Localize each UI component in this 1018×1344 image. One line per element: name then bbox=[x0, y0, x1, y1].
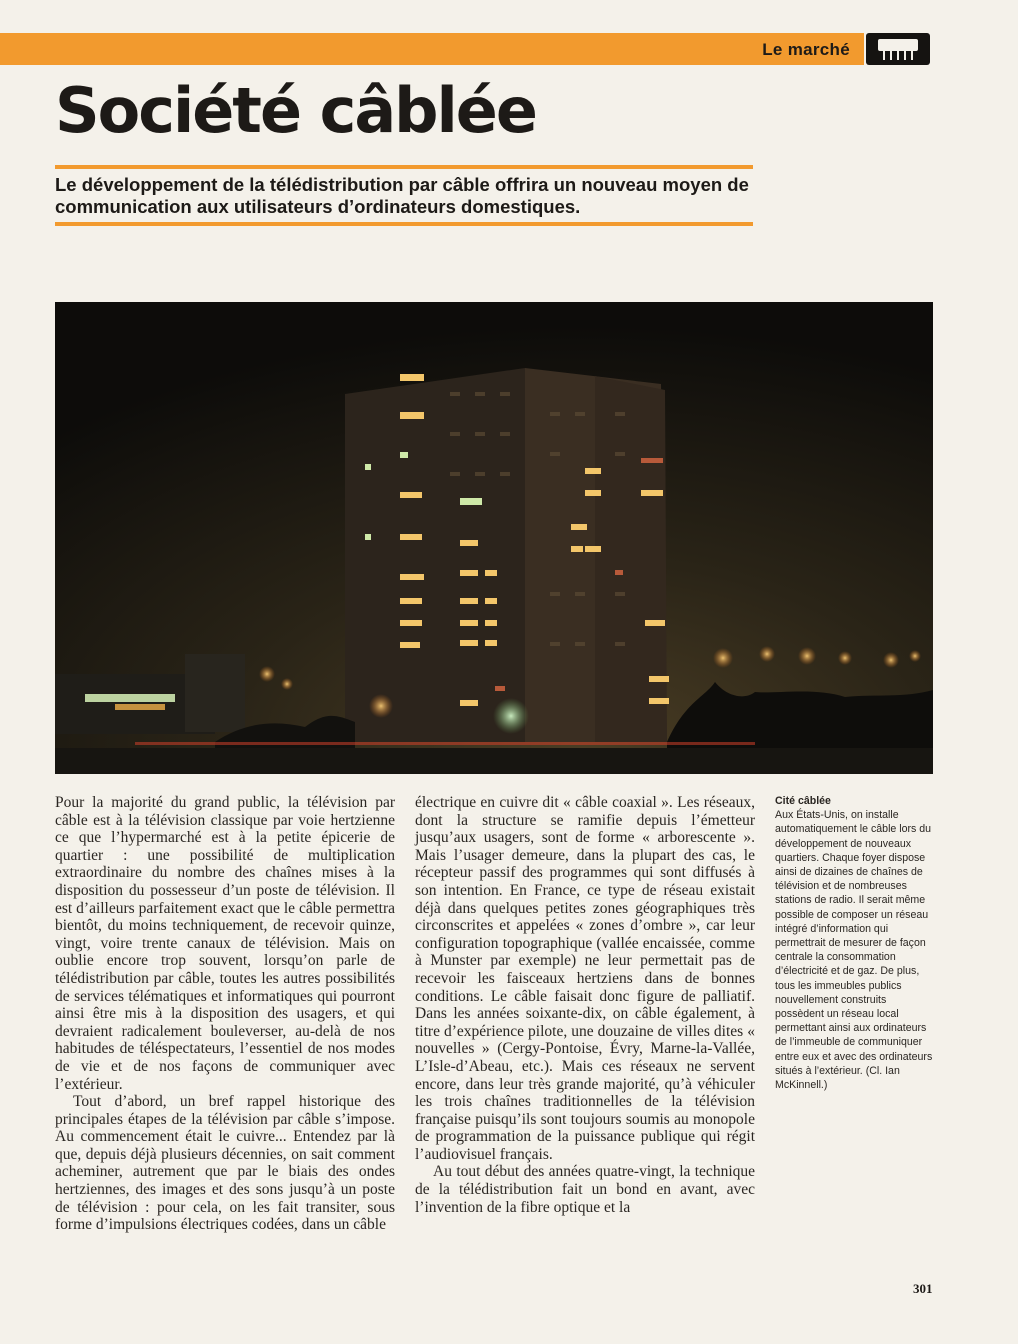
article-title: Société câblée bbox=[55, 74, 536, 147]
section-label: Le marché bbox=[762, 40, 850, 59]
photo-caption bbox=[775, 794, 935, 1092]
caption-title: Cité câblée bbox=[775, 795, 831, 807]
paragraph: Tout d’abord, un bref rappel historique des principales étapes de la télévision par câble s’impose. Au commencement était le cuivre... Entendez par là que, depuis déjà plusieurs décennies, on sait comment acheminer, autrement que par le biais des ondes hertziennes, des images et des sons jusqu’à un poste de télévision : pour cela, on les fait transiter, sous forme d’impulsions électriques codées, dans un câble bbox=[55, 1093, 395, 1234]
paragraph: Pour la majorité du grand public, la télévision par câble est à la télévision classique par voie hertzienne ce que l’hypermarché est à la petite épicerie de quartier : une possibilité de multiplication extraordinaire du nombre des chaînes mises à la disposition du possesseur d’un poste de télévision. Il est d’ailleurs parfaitement exact que le câble permettra bientôt, du moins techniquement, de recevoir quinze, vingt, voire trente canaux de télévision. Mais on oublie encore trop souvent, lorsqu’on parle de télédistribution par câble, toutes les autres possibilités de services télématiques et informatiques qui pourront ainsi être mis à la disposition des usagers, et qui devraient radicalement bouleverser, au-delà de nos habitudes de téléspectateurs, l’essentiel de nos modes de vie et de nos façons de communiquer avec l’extérieur. bbox=[55, 794, 395, 1093]
article-column-1 bbox=[55, 794, 395, 1234]
standfirst-bottom-rule bbox=[55, 222, 753, 226]
standfirst-top-rule bbox=[55, 165, 753, 169]
caption-text: Aux États-Unis, on installe automatiquement le câble lors du développement de nouveaux quartiers. Chaque foyer dispose ainsi de dizaines de chaînes de télévision et de nombreuses stations de radio. Il serait même possible de composer un réseau intégré d’information qui permettrait de mesurer de façon centrale la consommation d’électricité et de gaz. De plus, tous les immeubles publics nouvellement construits possèdent un réseau local permettant ainsi aux ordinateurs de l’immeuble de communiquer entre eux et avec des ordinateurs situés à l’extérieur. bbox=[775, 809, 933, 1077]
caption-credit: (Cl. Ian McKinnell.) bbox=[775, 1064, 900, 1092]
paragraph: électrique en cuivre dit « câble coaxial ». Les réseaux, dont la structure se ramifie depuis l’émetteur jusqu’aux usagers, sont de forme « arborescente ». Mais l’usager demeure, dans la plupart des cas, le récepteur passif des programmes qui sont diffusés à son intention. En France, ce type de réseau existait déjà dans quelques petites zones géographiques très circonscrites et appelées « zones d’ombre », car leur configuration topographique (vallée encaissée, comme à Munster par exemple) ne leur permettait pas de recevoir les faisceaux hertziens dans de bonnes conditions. Le câble faisait donc figure de palliatif. Dans les années soixante-dix, on câble également, à titre d’expérience pilote, une douzaine de villes dites « nouvelles » (Cergy-Pontoise, Évry, Marne-la-Vallée, L’Isle-d’Abeau, etc.). Mais ces réseaux ne servent encore, dans leur très grande majorité, qu’à véhiculer les trois chaînes traditionnelles de la télévision française puisqu’ils sont toujours soumis au monopole de programmation de la puissance publique qui régit l’audiovisuel français. bbox=[415, 794, 755, 1163]
page-number: 301 bbox=[913, 1281, 933, 1296]
article-column-2 bbox=[415, 794, 755, 1216]
paragraph: Au tout début des années quatre-vingt, la technique de la télédistribution fait un bond en avant, avec l’invention de la fibre optique et la bbox=[415, 1163, 755, 1216]
chip-icon bbox=[866, 33, 930, 65]
night-tower-photo bbox=[55, 302, 933, 774]
section-band bbox=[0, 33, 864, 65]
standfirst: Le développement de la télédistribution par câble offrira un nouveau moyen de communication aux utilisateurs d’ordinateurs domestiques. bbox=[55, 174, 749, 217]
